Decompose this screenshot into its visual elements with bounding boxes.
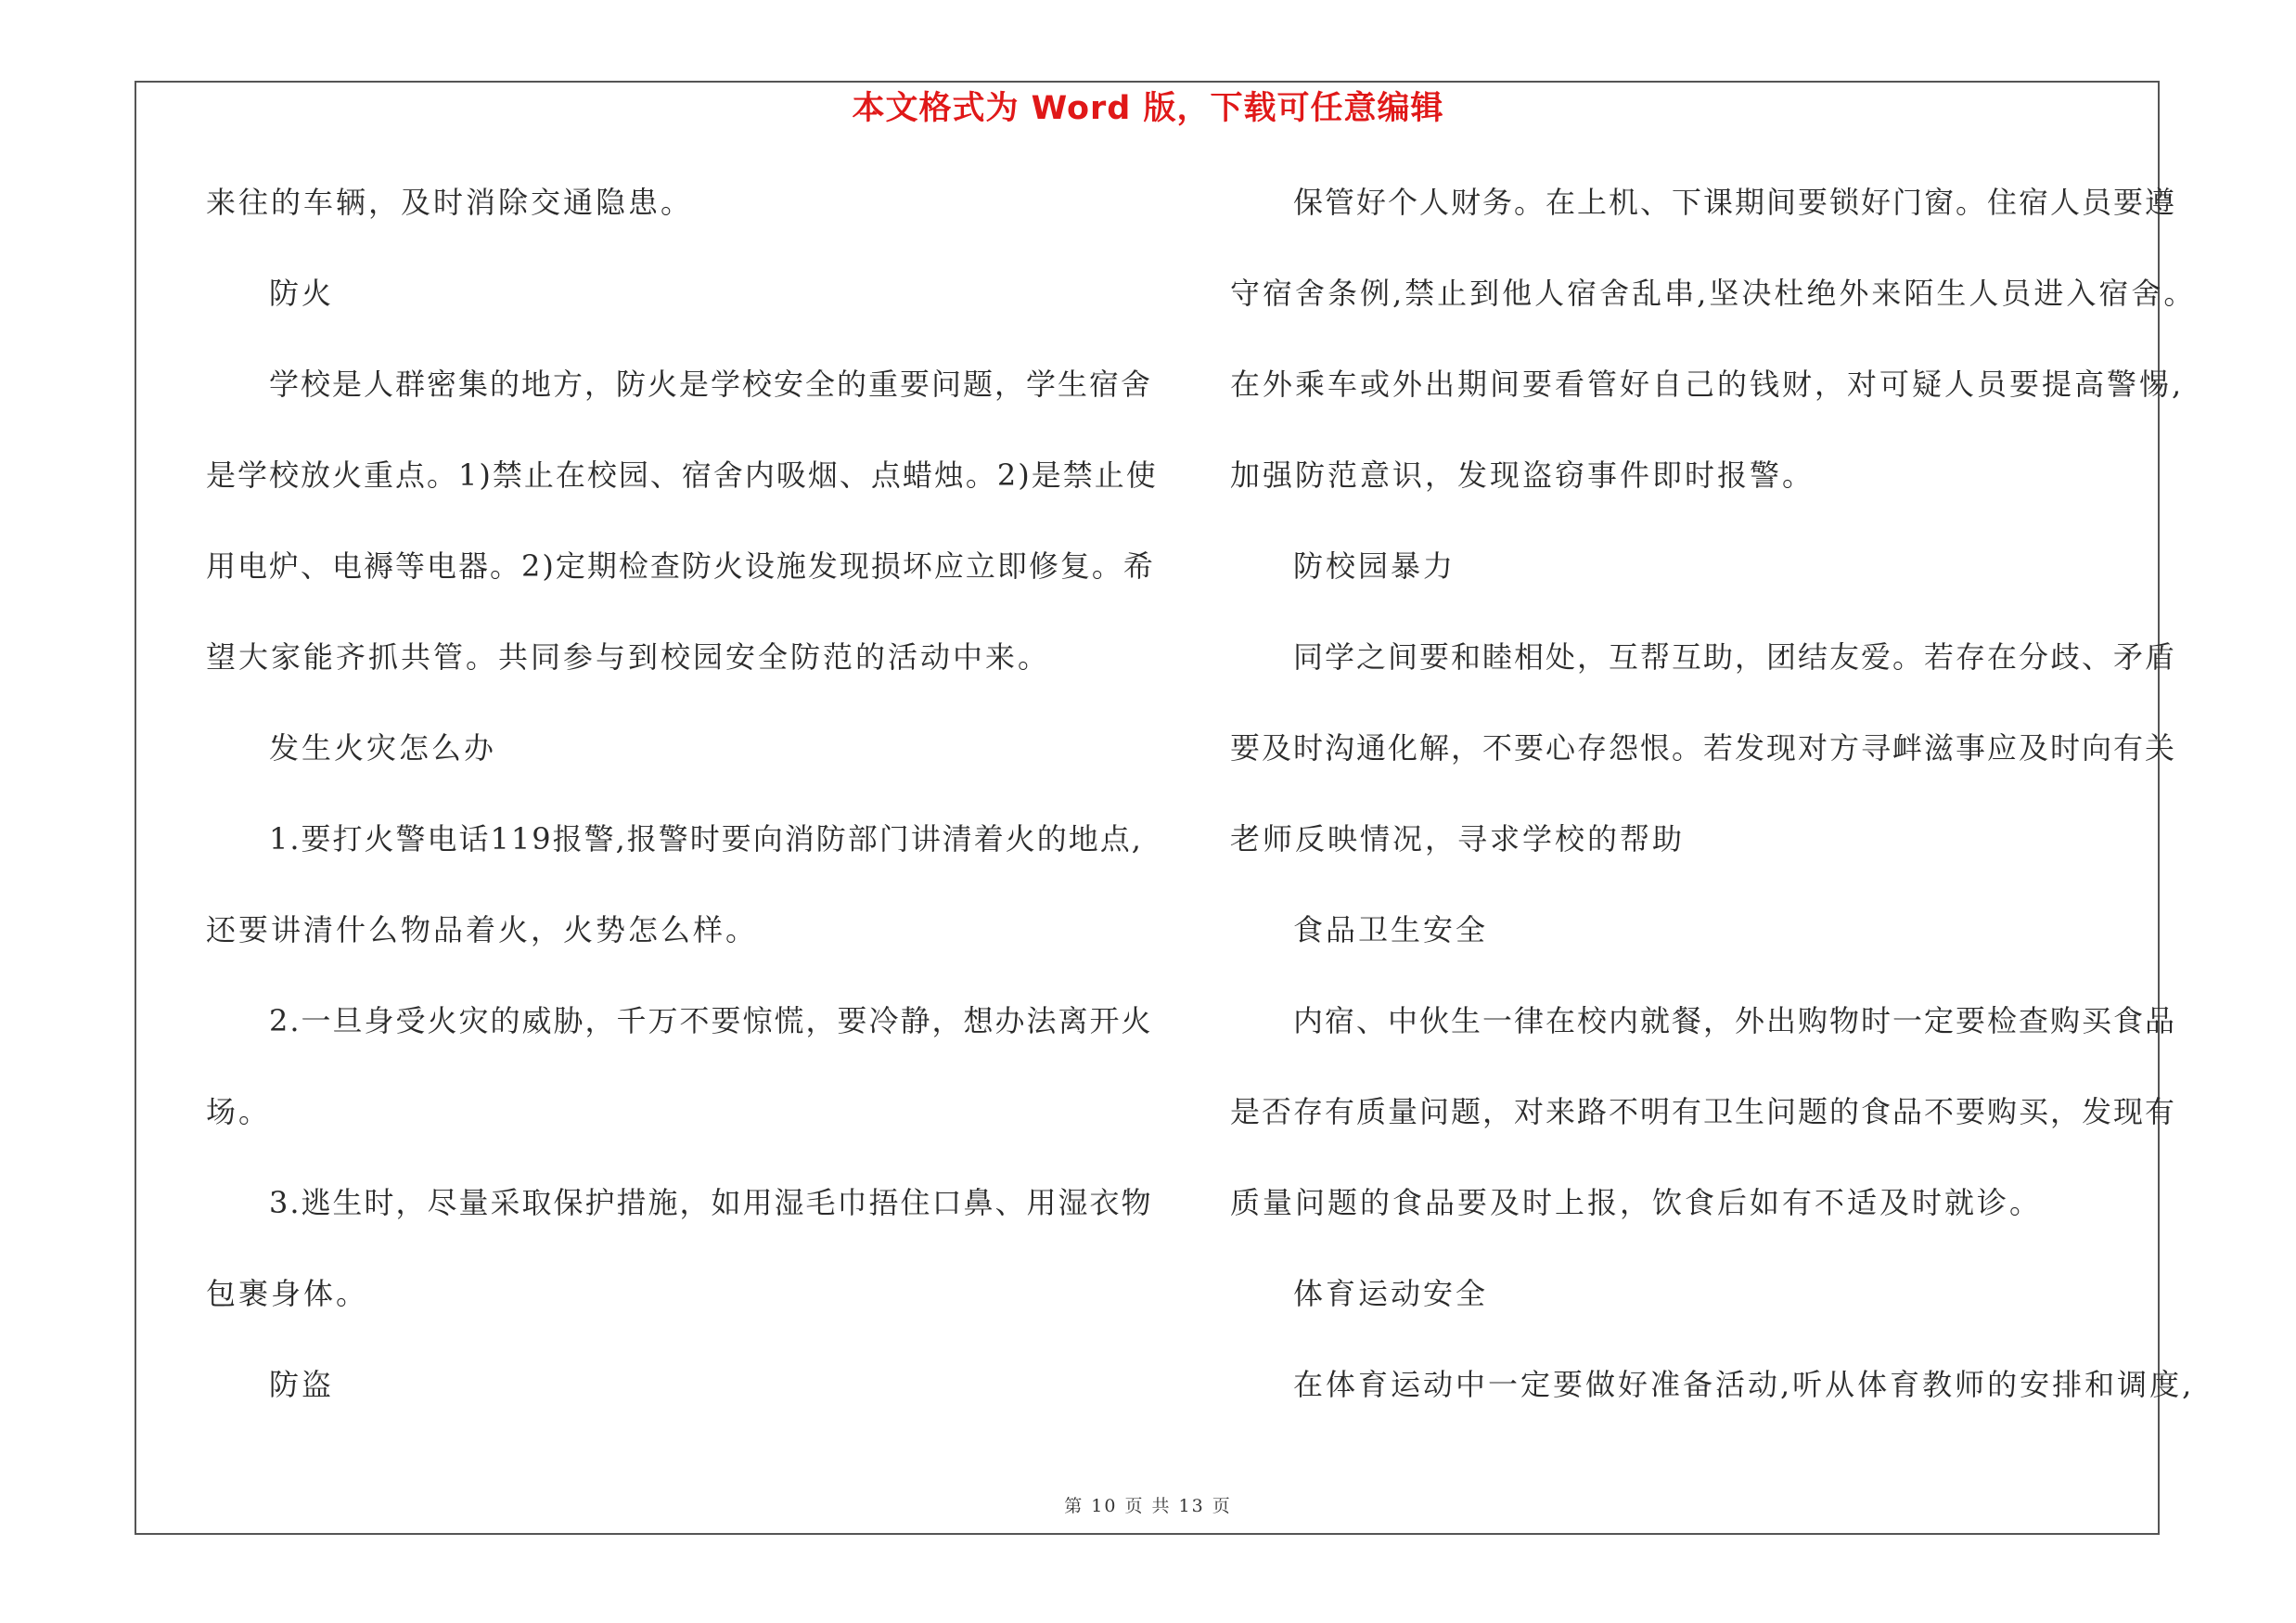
paragraph-line: 望大家能齐抓共管。共同参与到校园安全防范的活动中来。 — [206, 639, 1051, 675]
paragraph-line: 还要讲清什么物品着火，火势怎么样。 — [206, 912, 759, 947]
right-column — [1230, 182, 2197, 1481]
paragraph-line: 来往的车辆，及时消除交通隐患。 — [206, 185, 694, 220]
paragraph-line: 加强防范意识，发现盗窃事件即时报警。 — [1230, 457, 1815, 493]
paragraph-line: 包裹身体。 — [206, 1276, 369, 1311]
paragraph-line: 要及时沟通化解，不要心存怨恨。若发现对方寻衅滋事应及时向有关 — [1230, 730, 2177, 766]
paragraph-line: 质量问题的食品要及时上报，饮食后如有不适及时就诊。 — [1230, 1185, 2043, 1220]
paragraph-line: 3.逃生时，尽量采取保护措施，如用湿毛巾捂住口鼻、用湿衣物 — [269, 1185, 1153, 1220]
left-column — [206, 182, 1158, 1481]
paragraph-line: 同学之间要和睦相处，互帮互助，团结友爱。若存在分歧、矛盾 — [1293, 639, 2177, 675]
paragraph-line: 守宿舍条例,禁止到他人宿舍乱串,坚决杜绝外来陌生人员进入宿舍。 — [1230, 276, 2197, 311]
paragraph-line: 2.一旦身受火灾的威胁，千万不要惊慌，要冷静，想办法离开火 — [269, 1003, 1153, 1038]
paragraph-line: 场。 — [206, 1094, 272, 1129]
section-heading: 发生火灾怎么办 — [269, 730, 497, 766]
paragraph-line: 是否存有质量问题，对来路不明有卫生问题的食品不要购买，发现有 — [1230, 1094, 2177, 1129]
paragraph-line: 是学校放火重点。1)禁止在校园、宿舍内吸烟、点蜡烛。2)是禁止使 — [206, 457, 1158, 493]
paragraph-line: 1.要打火警电话119报警,报警时要向消防部门讲清着火的地点, — [269, 821, 1143, 857]
paragraph-line: 内宿、中伙生一律在校内就餐，外出购物时一定要检查购买食品 — [1293, 1003, 2177, 1038]
section-heading: 体育运动安全 — [1293, 1276, 1489, 1311]
section-heading: 防校园暴力 — [1293, 548, 1456, 584]
paragraph-line: 在外乘车或外出期间要看管好自己的钱财，对可疑人员要提高警惕, — [1230, 367, 2185, 402]
paragraph-line: 学校是人群密集的地方，防火是学校安全的重要问题，学生宿舍 — [269, 367, 1153, 402]
header-banner: 本文格式为 Word 版，下载可任意编辑 — [852, 90, 1444, 127]
paragraph-line: 用电炉、电褥等电器。2)定期检查防火设施发现损坏应立即修复。希 — [206, 548, 1155, 584]
page-number: 第 10 页 共 13 页 — [1064, 1496, 1232, 1516]
paragraph-line: 在体育运动中一定要做好准备活动,听从体育教师的安排和调度, — [1293, 1367, 2195, 1402]
section-heading: 防盗 — [269, 1367, 335, 1402]
section-heading: 食品卫生安全 — [1293, 912, 1489, 947]
paragraph-line: 老师反映情况，寻求学校的帮助 — [1230, 821, 1686, 857]
paragraph-line: 保管好个人财务。在上机、下课期间要锁好门窗。住宿人员要遵 — [1293, 185, 2177, 220]
section-heading: 防火 — [269, 276, 335, 311]
